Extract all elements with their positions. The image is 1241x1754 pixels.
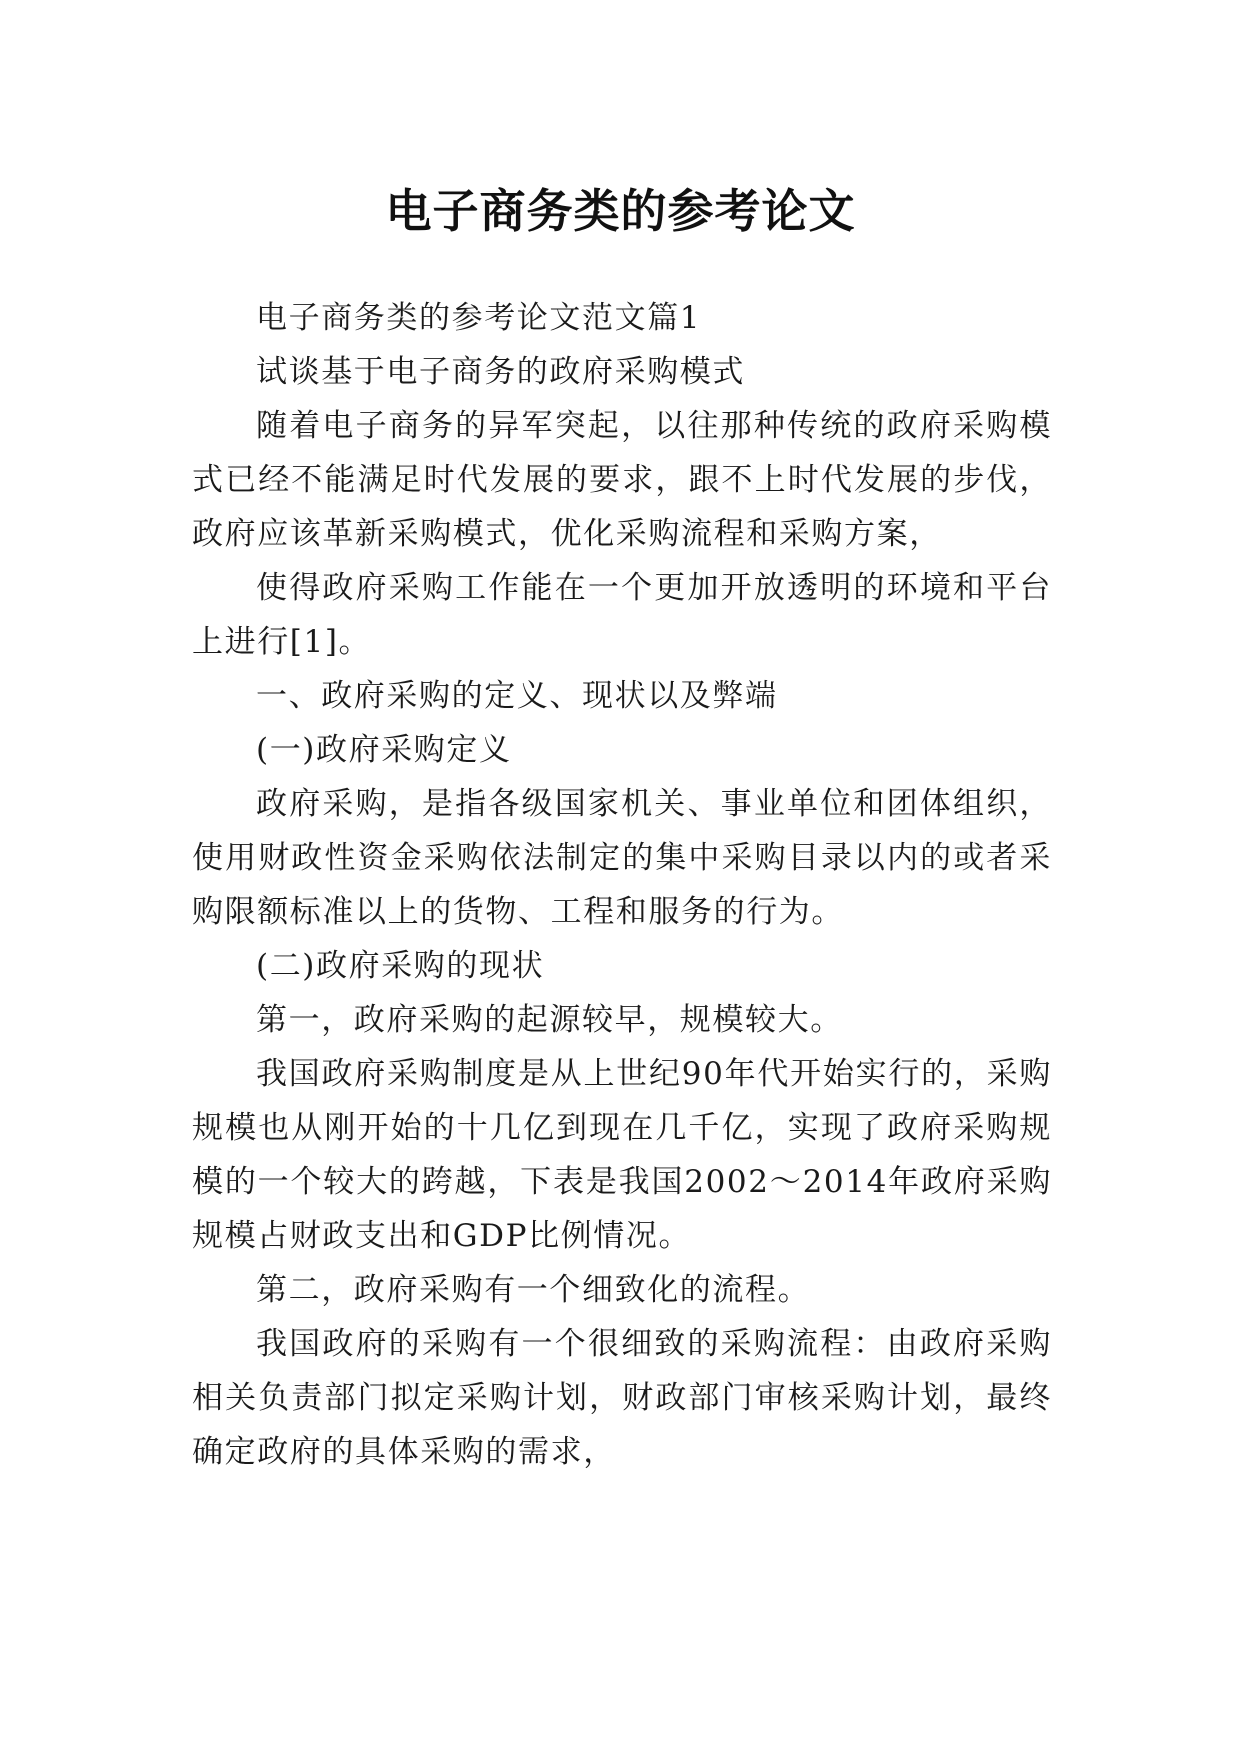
- paragraph-definition: 政府采购，是指各级国家机关、事业单位和团体组织，使用财政性资金采购依法制定的集中采购目录以内的或者采购限额标准以上的货物、工程和服务的行为。: [192, 786, 1052, 930]
- subsection-heading-1: (一)政府采购定义: [256, 732, 512, 768]
- subsection-heading-2: (二)政府采购的现状: [256, 948, 545, 984]
- document-title: 电子商务类的参考论文: [385, 183, 856, 238]
- paragraph-essay-heading: 电子商务类的参考论文范文篇1: [256, 300, 702, 336]
- paragraph-point-1: 第一，政府采购的起源较早，规模较大。: [256, 1002, 843, 1038]
- paragraph-point-2: 第二，政府采购有一个细致化的流程。: [256, 1272, 811, 1308]
- document-body: [192, 291, 1052, 1479]
- paragraph-essay-title: 试谈基于电子商务的政府采购模式: [256, 354, 745, 390]
- paragraph-intro: 随着电子商务的异军突起，以往那种传统的政府采购模式已经不能满足时代发展的要求，跟不上时代发展的步伐，政府应该革新采购模式，优化采购流程和采购方案，: [192, 408, 1052, 552]
- paragraph-process: 我国政府的采购有一个很细致的采购流程：由政府采购相关负责部门拟定采购计划，财政部门审核采购计划，最终确定政府的具体采购的需求，: [192, 1326, 1052, 1470]
- section-heading-1: 一、政府采购的定义、现状以及弊端: [256, 678, 778, 714]
- paragraph-scale: 我国政府采购制度是从上世纪90年代开始实行的，采购规模也从刚开始的十几亿到现在几千亿，实现了政府采购规模的一个较大的跨越，下表是我国2002～2014年政府采购规模占财政支出和GDP比例情况。: [192, 1056, 1052, 1254]
- paragraph-intro-continued: 使得政府采购工作能在一个更加开放透明的环境和平台上进行[1]。: [192, 570, 1052, 660]
